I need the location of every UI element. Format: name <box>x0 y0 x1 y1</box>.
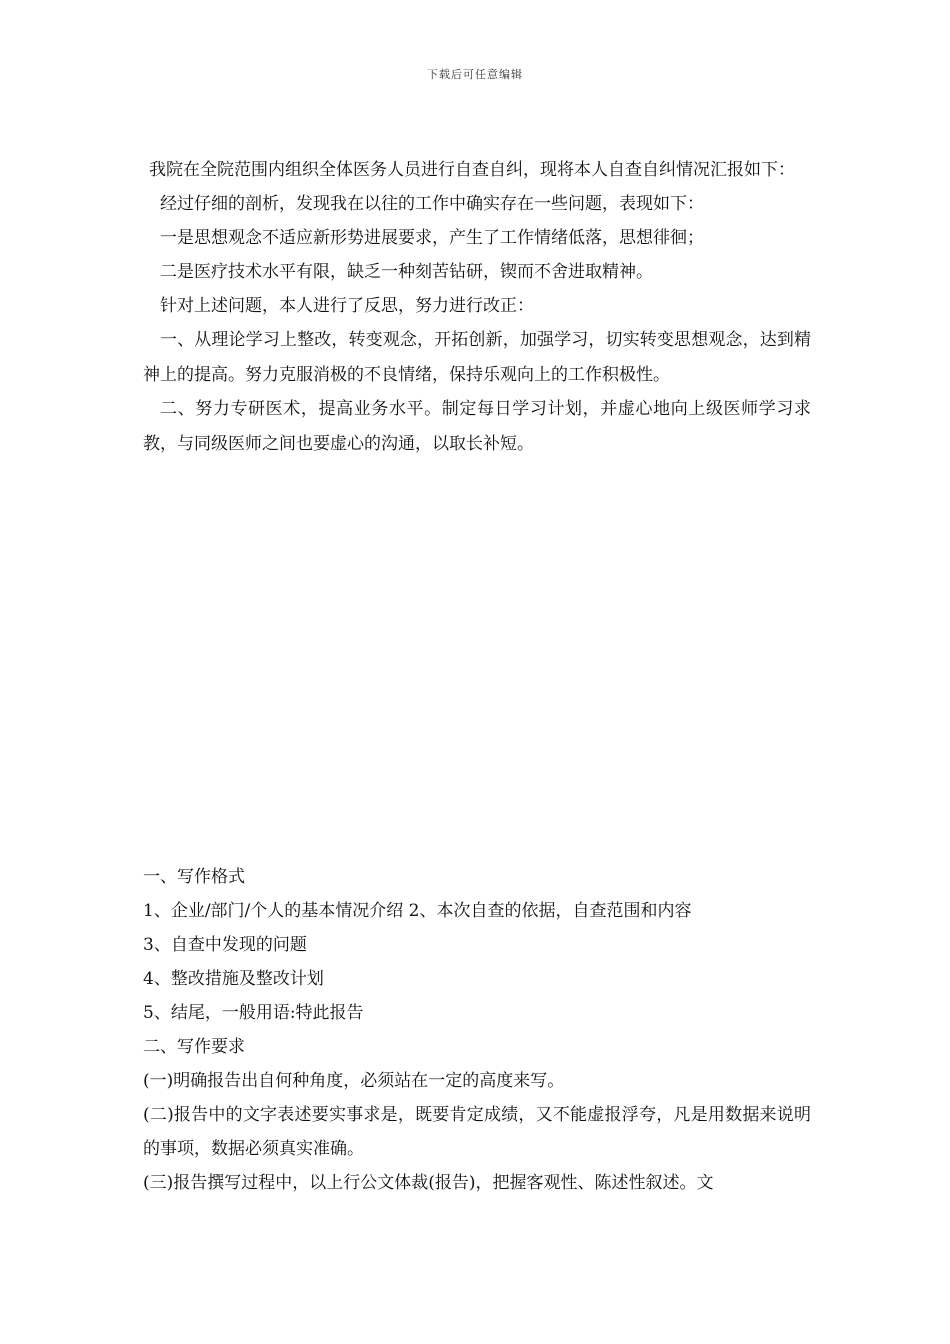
paragraph: 一是思想观念不适应新形势进展要求，产生了工作情绪低落，思想徘徊； <box>160 228 704 248</box>
section-heading: 一、写作格式 <box>143 867 245 887</box>
list-item: 5、结尾，一般用语:特此报告 <box>143 1003 364 1023</box>
paragraph: 我院在全院范围内组织全体医务人员进行自查自纠，现将本人自查自纠情况汇报如下： <box>149 160 795 180</box>
list-item: 4、整改措施及整改计划 <box>143 969 324 989</box>
list-item: (一)明确报告出自何种角度，必须站在一定的高度来写。 <box>143 1071 565 1091</box>
list-item: (三)报告撰写过程中，以上行公文体裁(报告)，把握客观性、陈述性叙述。文 <box>143 1173 714 1193</box>
list-item: (二)报告中的文字表述要实事求是，既要肯定成绩，又不能虚报浮夸，凡是用数据来说明的事项，数据必须真实准确。 <box>143 1105 811 1159</box>
paragraph: 二、努力专研医术，提高业务水平。制定每日学习计划，并虚心地向上级医师学习求教，与同级医师之间也要虚心的沟通，以取长补短。 <box>143 399 811 454</box>
section-heading: 二、写作要求 <box>143 1037 245 1057</box>
list-item: 1、企业/部门/个人的基本情况介绍 2、本次自查的依据，自查范围和内容 <box>143 901 692 921</box>
paragraph: 针对上述问题，本人进行了反思，努力进行改正： <box>160 296 534 316</box>
list-item: 3、自查中发现的问题 <box>143 935 307 955</box>
writing-guide-body <box>143 860 811 1200</box>
paragraph: 经过仔细的剖析，发现我在以往的工作中确实存在一些问题，表现如下： <box>160 194 704 214</box>
paragraph: 二是医疗技术水平有限，缺乏一种刻苦钻研，锲而不舍进取精神。 <box>160 262 653 282</box>
self-inspection-body <box>143 153 811 461</box>
paragraph: 一、从理论学习上整改，转变观念，开拓创新，加强学习，切实转变思想观念，达到精神上的提高。努力克服消极的不良情绪，保持乐观向上的工作积极性。 <box>143 330 811 385</box>
page-header: 下载后可任意编辑 <box>427 68 523 81</box>
